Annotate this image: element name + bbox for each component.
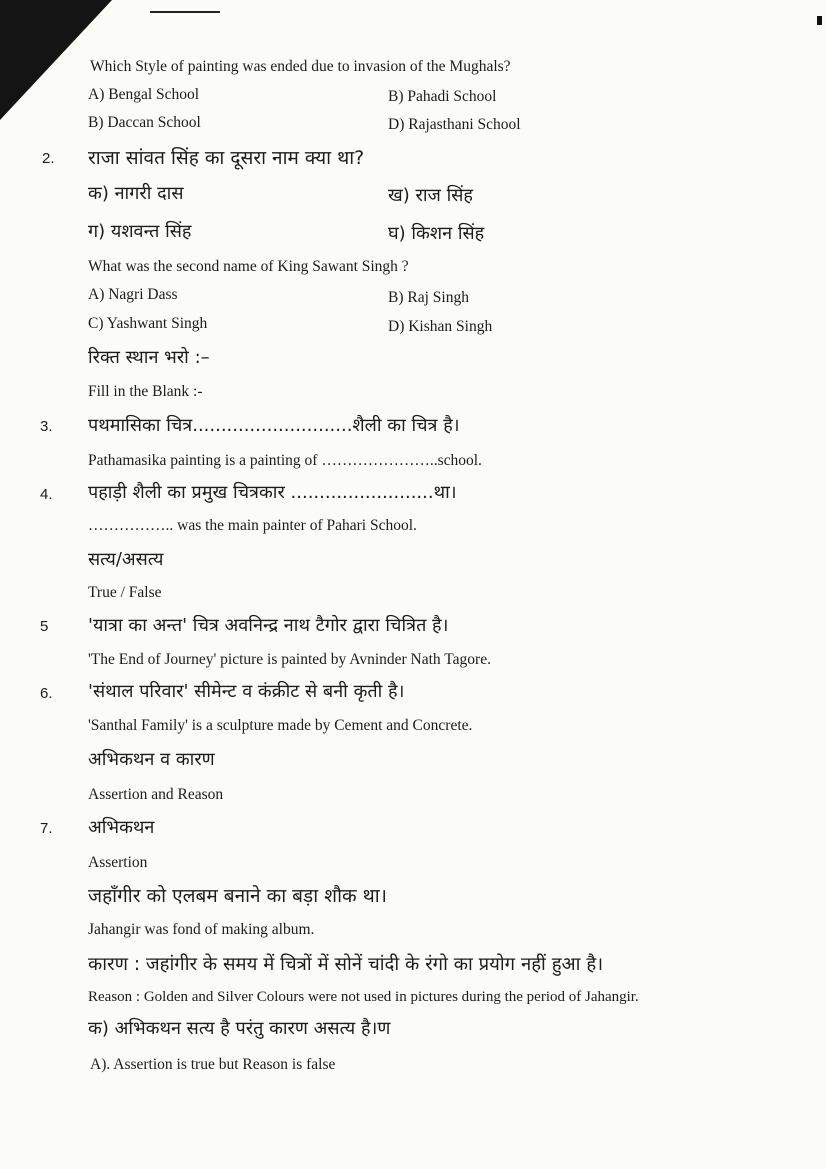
q7-reason-hindi: कारण : जहांगीर के समय में चित्रों में सोनें चांदी के रंगो का प्रयोग नहीं हुआ है। — [88, 954, 604, 975]
q2-question-hindi: राजा सांवत सिंह का दूसरा नाम क्या था? — [88, 147, 365, 169]
q5-text-english: 'The End of Journey' picture is painted by Avninder Nath Tagore. — [88, 651, 491, 668]
q7-assertion-english: Jahangir was fond of making album. — [88, 921, 315, 938]
q1-option-c: B) Daccan School — [88, 114, 201, 131]
q2-option-ga: ग) यशवन्त सिंह — [88, 221, 192, 242]
assertion-reason-heading-hindi: अभिकथन व कारण — [88, 749, 215, 770]
true-false-heading-english: True / False — [88, 584, 162, 601]
q4-number: 4. — [40, 486, 53, 503]
q7-assertion-hindi: जहाँगीर को एलबम बनाने का बड़ा शौक था। — [88, 885, 387, 907]
q2-option-a: A) Nagri Dass — [88, 286, 178, 303]
q7-label-hindi: अभिकथन — [88, 817, 155, 838]
q2-question-english: What was the second name of King Sawant Singh ? — [88, 258, 409, 275]
q6-text-hindi: 'संथाल परिवार' सीमेन्ट व कंक्रीट से बनी कृती है। — [88, 681, 405, 702]
q4-text-hindi: पहाड़ी शैली का प्रमुख चित्रकार .........................था। — [88, 482, 457, 503]
fill-blank-heading-english: Fill in the Blank :- — [88, 383, 203, 400]
q2-option-kha: ख) राज सिंह — [388, 185, 473, 206]
q3-text-hindi: पथमासिका चित्र............................शैली का चित्र है। — [88, 415, 460, 436]
q1-option-b: B) Pahadi School — [388, 88, 497, 105]
q1-question: Which Style of painting was ended due to invasion of the Mughals? — [90, 58, 511, 75]
q2-option-gha: घ) किशन सिंह — [388, 223, 485, 244]
q7-option-a-english: A). Assertion is true but Reason is false — [90, 1056, 336, 1073]
q2-option-c: C) Yashwant Singh — [88, 315, 208, 332]
q6-text-english: 'Santhal Family' is a sculpture made by Cement and Concrete. — [88, 717, 473, 734]
q1-option-d: D) Rajasthani School — [388, 116, 521, 133]
q7-option-a-hindi: क) अभिकथन सत्य है परंतु कारण असत्य है।ण — [88, 1018, 391, 1039]
q2-option-d: D) Kishan Singh — [388, 318, 493, 335]
q5-text-hindi: 'यात्रा का अन्त' चित्र अवनिन्द्र नाथ टैगोर द्वारा चित्रित है। — [88, 615, 449, 636]
q3-number: 3. — [40, 418, 53, 435]
q5-number: 5 — [40, 618, 49, 635]
q7-reason-english: Reason : Golden and Silver Colours were not used in pictures during the period of Jahangir. — [88, 989, 639, 1005]
q2-number: 2. — [42, 150, 55, 167]
q3-text-english: Pathamasika painting is a painting of …………………..school. — [88, 452, 482, 469]
q6-number: 6. — [40, 685, 53, 702]
true-false-heading-hindi: सत्य/असत्य — [88, 549, 164, 570]
top-rule — [150, 11, 220, 13]
fill-blank-heading-hindi: रिक्त स्थान भरो :– — [88, 347, 210, 368]
q7-label-english: Assertion — [88, 854, 148, 871]
q7-number: 7. — [40, 820, 53, 837]
q4-text-english: …………….. was the main painter of Pahari School. — [88, 517, 417, 534]
assertion-reason-heading-english: Assertion and Reason — [88, 786, 224, 803]
edge-mark — [817, 16, 822, 25]
q1-option-a: A) Bengal School — [88, 86, 200, 103]
q2-option-ka: क) नागरी दास — [88, 183, 184, 204]
q2-option-b: B) Raj Singh — [388, 289, 469, 306]
